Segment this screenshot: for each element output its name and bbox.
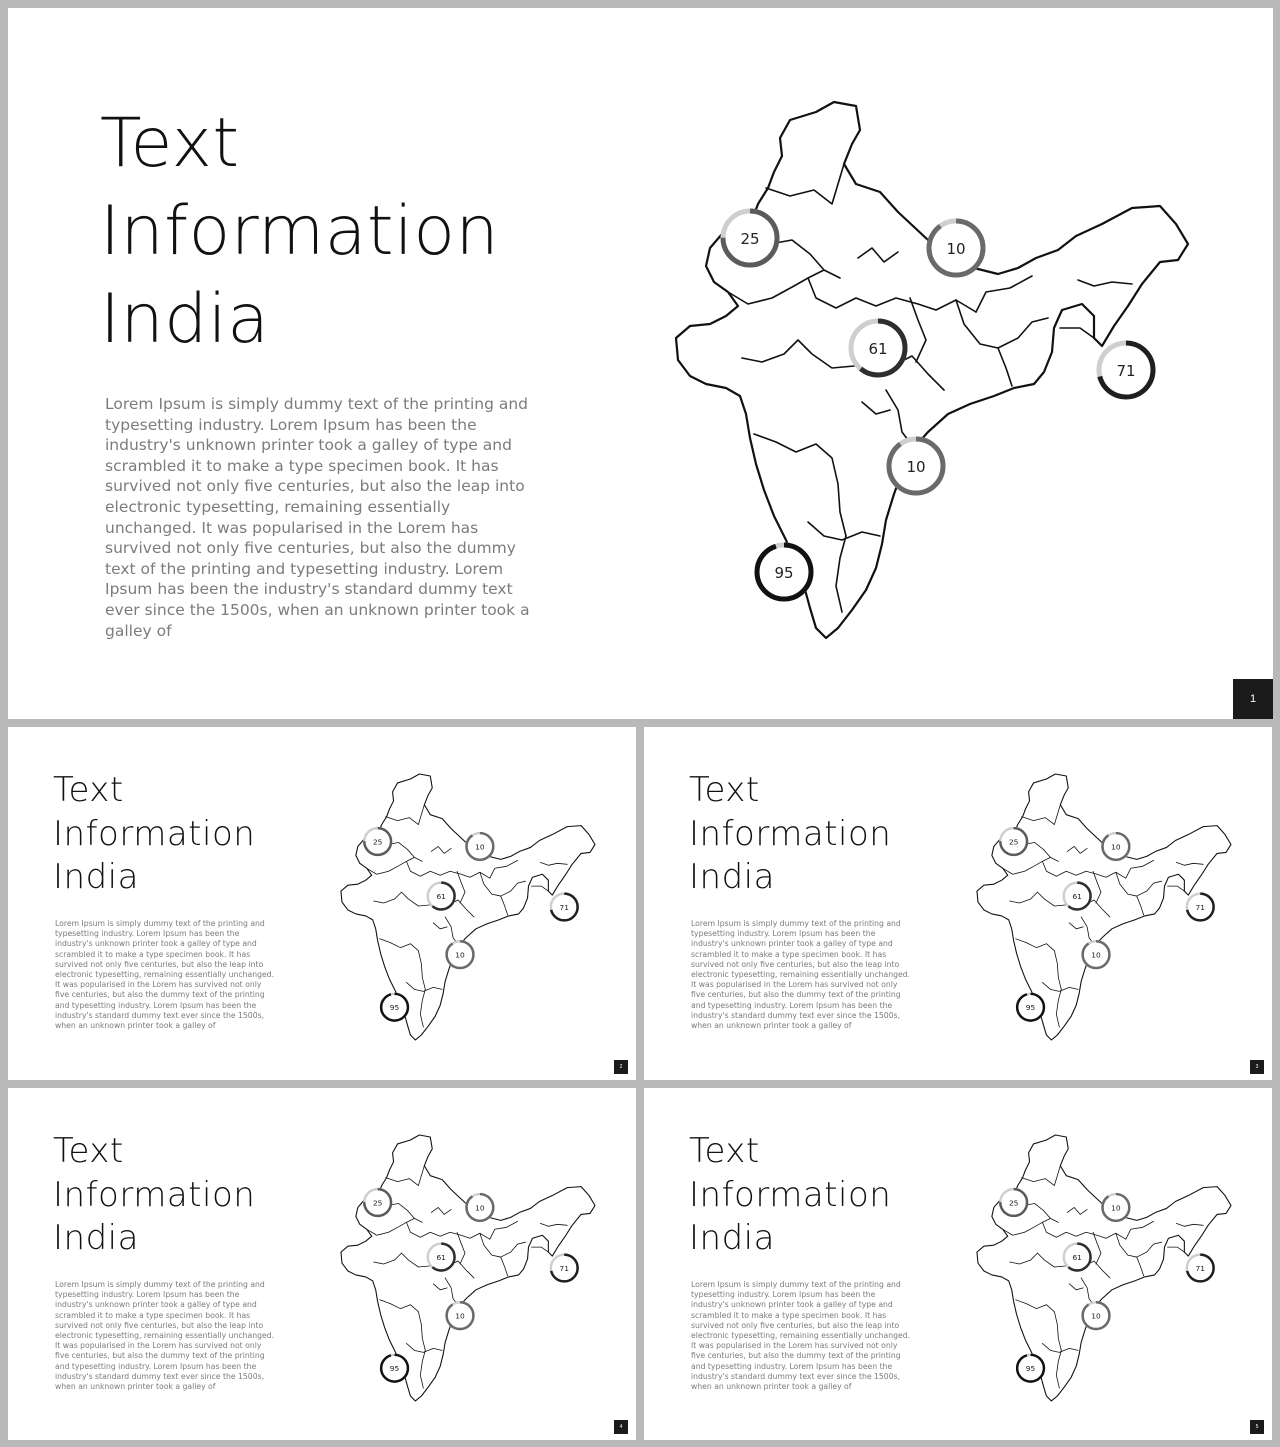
marker-label: 10 [475, 842, 485, 852]
state-border [1069, 1284, 1083, 1290]
value-marker [757, 545, 811, 599]
marker-label: 10 [455, 950, 465, 960]
marker-label: 61 [1072, 1253, 1082, 1263]
value-marker [1083, 1302, 1110, 1329]
marker-label: 95 [389, 1364, 400, 1374]
value-marker [1083, 941, 1110, 968]
marker-label: 25 [1008, 1198, 1019, 1208]
state-border [420, 1350, 425, 1388]
state-border [1116, 1233, 1162, 1257]
value-marker [447, 941, 474, 968]
state-border [956, 300, 1048, 348]
value-marker [723, 211, 777, 265]
marker-label: 10 [946, 240, 966, 258]
slide-title: Text Information India [100, 104, 500, 359]
state-border [490, 1221, 518, 1239]
marker-label: 95 [774, 564, 794, 582]
state-border [380, 939, 426, 990]
state-border [457, 1232, 465, 1264]
state-border [836, 536, 846, 612]
state-border [1067, 846, 1087, 853]
state-border [1060, 328, 1094, 338]
page-number: 3 [1250, 1060, 1264, 1074]
value-marker [1000, 828, 1027, 855]
state-border [1176, 1223, 1203, 1226]
state-border [1167, 886, 1184, 891]
state-border [540, 1223, 567, 1226]
value-marker [851, 321, 905, 375]
value-marker [1102, 1194, 1129, 1221]
india-map-svg [336, 769, 594, 1041]
india-map [972, 769, 1230, 1041]
state-border [420, 989, 425, 1027]
value-marker [364, 828, 391, 855]
marker-label: 95 [1025, 1364, 1036, 1374]
state-border [1176, 862, 1203, 865]
state-border [1093, 1232, 1101, 1264]
india-map-svg [972, 1130, 1230, 1402]
marker-label: 25 [740, 230, 760, 248]
state-border [531, 1247, 548, 1252]
slide-3[interactable] [644, 727, 1272, 1080]
value-marker [889, 439, 943, 493]
page-number: 5 [1250, 1420, 1264, 1434]
state-border [1126, 860, 1154, 878]
slide-body-text: Lorem Ipsum is simply dummy text of the printing and typesetting industry. Lorem Ipsum has been the industry's unknown printer took a galley of type and scrambled it to make a type specimen book. It has survived not only five centuries, but also the leap into electronic typesetting, remaining essentially unchanged. It was popularised in the Lorem has survived not only five centuries, but also the dummy text of the printing and typesetting industry. Lorem Ipsum has been the industry's standard dummy text ever since the 1500s, when an unknown printer took a galley of [55, 1280, 275, 1392]
state-border [1069, 923, 1083, 929]
slide-body-text: Lorem Ipsum is simply dummy text of the printing and typesetting industry. Lorem Ipsum has been the industry's unknown printer took a galley of type and scrambled it to make a type specimen book. It has survived not only five centuries, but also the leap into electronic typesetting, remaining essentially unchanged. It was popularised in the Lorem has survived not only five centuries, but also the dummy text of the printing and typesetting industry. Lorem Ipsum has been the industry's standard dummy text ever since the 1500s, when an unknown printer took a galley of [691, 919, 911, 1031]
marker-label: 71 [1195, 902, 1205, 912]
slide-title: Text Information India [53, 1131, 256, 1258]
slide-2[interactable] [8, 727, 636, 1080]
slide-4[interactable] [8, 1088, 636, 1440]
india-map [336, 1130, 594, 1402]
marker-label: 61 [436, 1253, 446, 1263]
state-border [1078, 280, 1132, 286]
value-marker [381, 1355, 408, 1382]
state-border [1067, 1207, 1087, 1214]
state-border [1042, 861, 1125, 878]
marker-label: 10 [1111, 842, 1121, 852]
value-marker [1187, 1255, 1214, 1282]
value-marker [428, 1244, 455, 1271]
state-border [1137, 1257, 1144, 1276]
marker-label: 61 [868, 340, 888, 358]
state-border [1016, 939, 1062, 990]
slide-5[interactable] [644, 1088, 1272, 1440]
marker-label: 71 [1116, 362, 1136, 380]
state-border [501, 1257, 508, 1276]
slide-title: Text Information India [53, 770, 256, 897]
value-marker [1000, 1189, 1027, 1216]
state-border [1093, 871, 1101, 903]
slide-1[interactable] [8, 8, 1273, 719]
india-map-svg [666, 92, 1186, 640]
marker-label: 10 [475, 1203, 485, 1213]
state-border [1056, 989, 1061, 1027]
state-border [998, 348, 1012, 386]
state-border [1003, 857, 1059, 874]
value-marker [1064, 1244, 1091, 1271]
state-border [480, 872, 526, 896]
state-border [367, 1218, 423, 1235]
state-border [406, 861, 489, 878]
value-marker [551, 1255, 578, 1282]
state-border [433, 1284, 447, 1290]
state-border [1126, 1221, 1154, 1239]
value-marker [447, 1302, 474, 1329]
state-border [386, 1166, 425, 1186]
state-border [501, 896, 508, 915]
state-border [1056, 1350, 1061, 1388]
value-marker [929, 221, 983, 275]
marker-label: 10 [455, 1311, 465, 1321]
state-border [380, 1300, 426, 1351]
state-border [1022, 1166, 1061, 1186]
value-marker [1099, 343, 1153, 397]
state-border [728, 270, 840, 304]
slide-body-text: Lorem Ipsum is simply dummy text of the printing and typesetting industry. Lorem Ipsum has been the industry's unknown printer took a galley of type and scrambled it to make a type specimen book. It has survived not only five centuries, but also the leap into electronic typesetting, remaining essentially unchanged. It was popularised in the Lorem has survived not only five centuries, but also the dummy text of the printing and typesetting industry. Lorem Ipsum has been the industry's standard dummy text ever since the 1500s, when an unknown printer took a galley of [691, 1280, 911, 1392]
state-border [1003, 1218, 1059, 1235]
state-border [754, 434, 846, 536]
marker-label: 71 [559, 902, 569, 912]
value-marker [466, 1194, 493, 1221]
marker-label: 71 [1195, 1263, 1205, 1273]
state-border [540, 862, 567, 865]
marker-label: 10 [1111, 1203, 1121, 1213]
state-border [531, 886, 548, 891]
value-marker [1017, 1355, 1044, 1382]
state-border [457, 871, 465, 903]
state-border [1016, 1300, 1062, 1351]
value-marker [1017, 994, 1044, 1021]
value-marker [1064, 883, 1091, 910]
india-map-svg [972, 769, 1230, 1041]
state-border [386, 805, 425, 825]
marker-label: 71 [559, 1263, 569, 1273]
india-map-svg [336, 1130, 594, 1402]
marker-label: 61 [1072, 892, 1082, 902]
page-number: 4 [614, 1420, 628, 1434]
value-marker [1102, 833, 1129, 860]
page-number: 2 [614, 1060, 628, 1074]
state-border [862, 402, 890, 414]
state-border [808, 278, 976, 312]
india-map [666, 92, 1186, 640]
marker-label: 25 [372, 837, 383, 847]
state-border [766, 164, 844, 204]
state-border [910, 298, 926, 362]
state-border [367, 857, 423, 874]
marker-label: 10 [1091, 950, 1101, 960]
value-marker [1187, 894, 1214, 921]
slide-title: Text Information India [689, 770, 892, 897]
state-border [858, 248, 898, 262]
page-number: 1 [1233, 679, 1273, 719]
slide-body-text: Lorem Ipsum is simply dummy text of the printing and typesetting industry. Lorem Ipsum has been the industry's unknown printer took a galley of type and scrambled it to make a type specimen book. It has survived not only five centuries, but also the leap into electronic typesetting, remaining essentially unchanged. It was popularised in the Lorem has survived not only five centuries, but also the dummy text of the printing and typesetting industry. Lorem Ipsum has been the industry's standard dummy text ever since the 1500s, when an unknown printer took a galley of [55, 919, 275, 1031]
state-border [406, 1222, 489, 1239]
marker-label: 25 [1008, 837, 1019, 847]
marker-label: 95 [1025, 1003, 1036, 1013]
marker-label: 61 [436, 892, 446, 902]
india-map [972, 1130, 1230, 1402]
state-border [1137, 896, 1144, 915]
marker-label: 10 [906, 458, 926, 476]
state-border [1167, 1247, 1184, 1252]
state-border [490, 860, 518, 878]
state-border [1022, 805, 1061, 825]
state-border [976, 276, 1032, 312]
state-border [431, 846, 451, 853]
value-marker [466, 833, 493, 860]
value-marker [364, 1189, 391, 1216]
value-marker [551, 894, 578, 921]
state-border [480, 1233, 526, 1257]
value-marker [428, 883, 455, 910]
marker-label: 25 [372, 1198, 383, 1208]
state-border [433, 923, 447, 929]
marker-label: 95 [389, 1003, 400, 1013]
state-border [431, 1207, 451, 1214]
slide-body-text: Lorem Ipsum is simply dummy text of the printing and typesetting industry. Lorem Ipsum has been the industry's unknown printer took a galley of type and scrambled it to make a type specimen book. It has survived not only five centuries, but also the leap into electronic typesetting, remaining essentially unchanged. It was popularised in the Lorem has survived not only five centuries, but also the dummy text of the printing and typesetting industry. Lorem Ipsum has been the industry's standard dummy text ever since the 1500s, when an unknown printer took a galley of [105, 395, 530, 640]
marker-label: 10 [1091, 1311, 1101, 1321]
slide-title: Text Information India [689, 1131, 892, 1258]
india-map [336, 769, 594, 1041]
state-border [1042, 1222, 1125, 1239]
value-marker [381, 994, 408, 1021]
state-border [1116, 872, 1162, 896]
